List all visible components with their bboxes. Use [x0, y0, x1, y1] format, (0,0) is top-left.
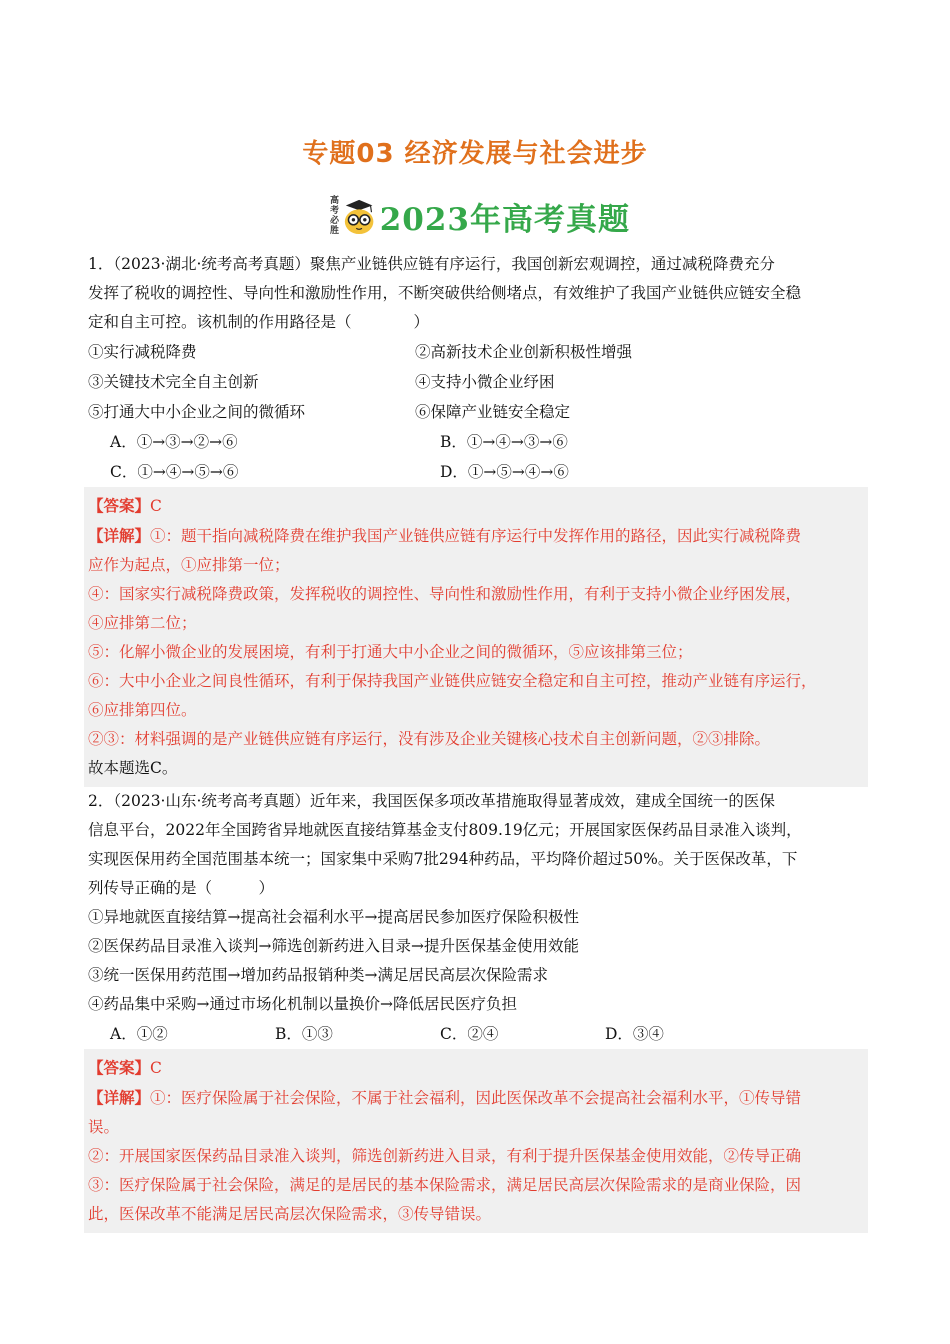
q1-choice-a: A．①→③→②→⑥	[110, 433, 238, 451]
questions-content	[88, 250, 868, 1233]
q1-stem-line: 发挥了税收的调控性、导向性和激励性作用，不断突破供给侧堵点，有效维护了我国产业链供应链安全稳	[88, 284, 802, 302]
q1-detail-line: ②③：材料强调的是产业链供应链有序运行，没有涉及企业关键核心技术自主创新问题，②③排除。	[88, 730, 771, 748]
q2-answer-block	[84, 1049, 868, 1233]
question-2	[88, 787, 868, 1233]
section-banner	[330, 190, 630, 242]
q1-answer-block	[84, 487, 868, 787]
q2-choices	[88, 1019, 868, 1049]
q1-statement: ④支持小微企业纾困	[415, 373, 555, 391]
q2-detail-line: ③：医疗保险属于社会保险，满足的是居民的基本保险需求，满足居民高层次保险需求的是商业保险，因	[88, 1176, 802, 1194]
q1-detail-line	[88, 521, 862, 551]
q1-choices	[88, 427, 868, 487]
q1-statement: ⑥保障产业链安全稳定	[415, 403, 571, 421]
q2-stem-line: 实现医保用药全国范围基本统一；国家集中采购7批294种药品，平均降价超过50%。关于医保改革，下	[88, 850, 798, 868]
detail-label: 【详解】	[88, 526, 151, 545]
q1-stem-line: 定和自主可控。该机制的作用路径是（ ）	[88, 313, 430, 331]
q1-conclusion: 故本题选C。	[88, 759, 178, 777]
q2-stem-line: 列传导正确的是（ ）	[88, 879, 275, 897]
q1-statement: ①实行减税降费	[88, 343, 197, 361]
q1-stem-line: 1．（2023·湖北·统考高考真题）聚焦产业链供应链有序运行，我国创新宏观调控，通过减税降费充分	[88, 255, 775, 273]
q2-stem-line: 信息平台，2022年全国跨省异地就医直接结算基金支付809.19亿元；开展国家医保药品目录准入谈判，	[88, 821, 802, 839]
answer-value: C	[150, 497, 162, 515]
q2-statement: ②医保药品目录准入谈判→筛选创新药进入目录→提升医保基金使用效能	[88, 937, 579, 955]
q1-detail-line: ④：国家实行减税降费政策，发挥税收的调控性、导向性和激励性作用，有利于支持小微企业纾困发展，	[88, 585, 802, 603]
answer-label: 【答案】	[88, 496, 151, 515]
q1-choice-c: C．①→④→⑤→⑥	[110, 463, 239, 481]
q1-statement-list	[88, 337, 868, 427]
detail-text: ①：医疗保险属于社会保险，不属于社会福利，因此医保改革不会提高社会福利水平，①传导错	[150, 1089, 802, 1107]
q2-choice-a: A．①②	[110, 1025, 168, 1043]
q2-statement: ④药品集中采购→通过市场化机制以量换价→降低居民医疗负担	[88, 995, 517, 1013]
q1-statement: ⑤打通大中小企业之间的微循环	[88, 403, 306, 421]
q2-answer	[88, 1053, 862, 1083]
question-1	[88, 250, 868, 787]
q2-detail-line: 误。	[88, 1118, 120, 1136]
owl-mascot-icon	[342, 196, 376, 236]
answer-value: C	[150, 1059, 162, 1077]
detail-label: 【详解】	[88, 1088, 151, 1107]
banner-side-text: 高考必胜	[330, 196, 340, 236]
q2-statement: ①异地就医直接结算→提高社会福利水平→提高居民参加医疗保险积极性	[88, 908, 579, 926]
q2-choice-d: D．③④	[605, 1025, 664, 1043]
page-title: 专题03 经济发展与社会进步	[302, 139, 648, 169]
q2-detail-line	[88, 1083, 862, 1113]
q1-detail-line: ⑥：大中小企业之间良性循环，有利于保持我国产业链供应链安全稳定和自主可控，推动产业链有序运行，	[88, 672, 817, 690]
q1-choice-d: D．①→⑤→④→⑥	[440, 463, 569, 481]
q1-choice-b: B．①→④→③→⑥	[440, 433, 568, 451]
q2-choice-b: B．①③	[275, 1025, 333, 1043]
q1-statement: ②高新技术企业创新积极性增强	[415, 343, 633, 361]
q2-choice-c: C．②④	[440, 1025, 499, 1043]
q1-detail-line: ⑤：化解小微企业的发展困境，有利于打通大中小企业之间的微循环，⑤应该排第三位；	[88, 643, 693, 661]
q1-detail-line: ⑥应排第四位。	[88, 701, 197, 719]
q2-detail-line: 此，医保改革不能满足居民高层次保险需求，③传导错误。	[88, 1205, 492, 1223]
q1-statement: ③关键技术完全自主创新	[88, 373, 259, 391]
q2-detail-line: ②：开展国家医保药品目录准入谈判，筛选创新药进入目录，有利于提升医保基金使用效能，②传导正确	[88, 1147, 802, 1165]
q2-statement: ③统一医保用药范围→增加药品报销种类→满足居民高层次保险需求	[88, 966, 548, 984]
q2-stem-line: 2．（2023·山东·统考高考真题）近年来，我国医保多项改革措施取得显著成效，建成全国统一的医保	[88, 792, 775, 810]
banner-heading: 2023年高考真题	[379, 201, 630, 238]
detail-text: ①：题干指向减税降费在维护我国产业链供应链有序运行中发挥作用的路径，因此实行减税降费	[150, 527, 802, 545]
q1-answer	[88, 491, 862, 521]
q1-detail-line: 应作为起点，①应排第一位；	[88, 556, 290, 574]
q1-detail-line: ④应排第二位；	[88, 614, 197, 632]
answer-label: 【答案】	[88, 1058, 151, 1077]
